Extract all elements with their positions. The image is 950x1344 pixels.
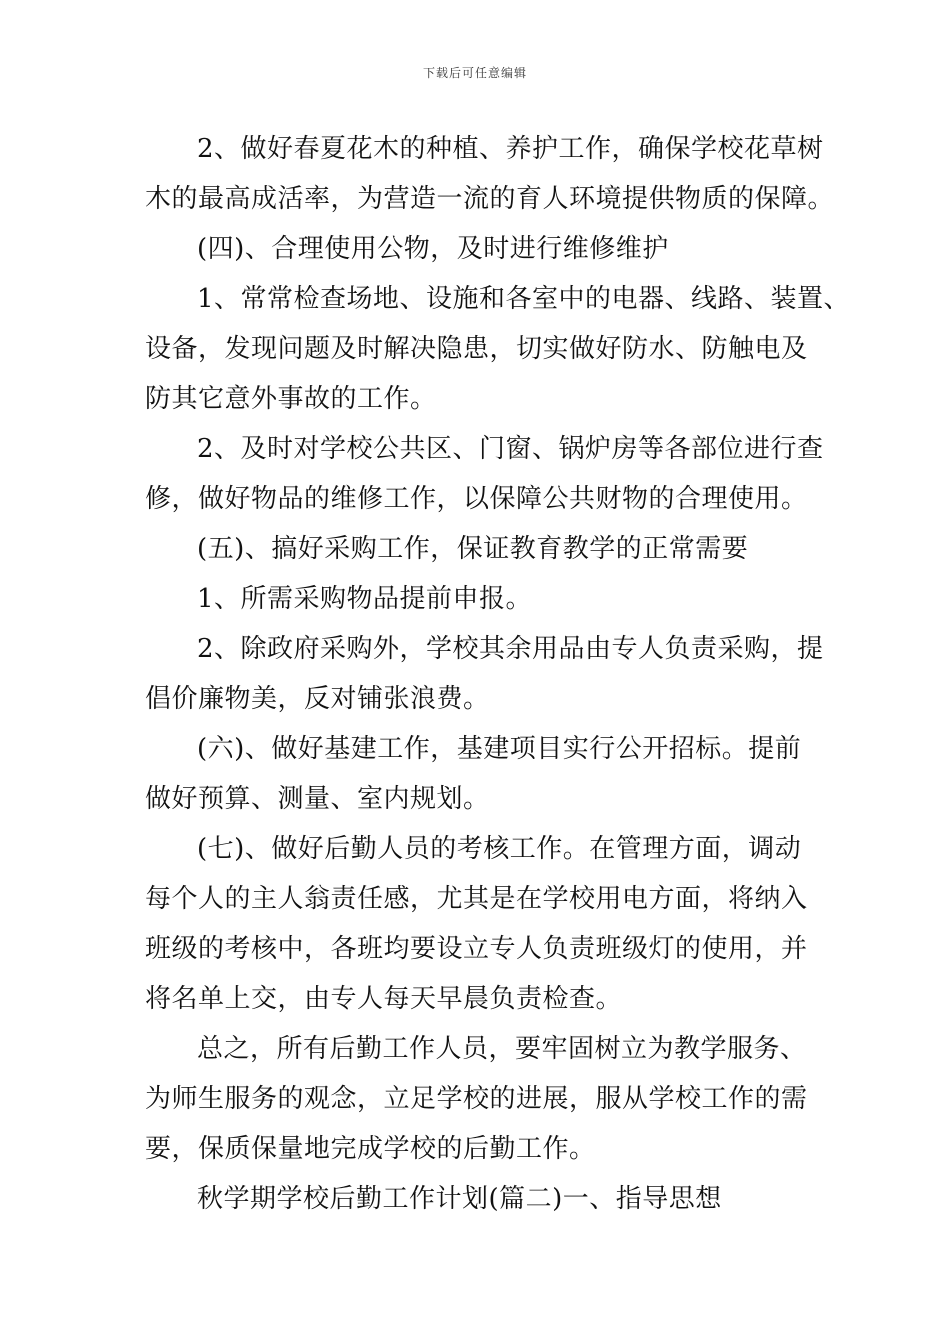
text-line: 总之，所有后勤工作人员，要牢固树立为教学服务、: [197, 1034, 807, 1064]
section-heading: (六)、做好基建工作，基建项目实行公开招标。提前: [197, 734, 802, 764]
document-body: [145, 124, 851, 1224]
text-line: 班级的考核中，各班均要设立专人负责班级灯的使用，并: [145, 934, 808, 964]
text-line: 倡价廉物美，反对铺张浪费。: [145, 684, 490, 714]
section-title: 秋学期学校后勤工作计划(篇二)一、指导思想: [197, 1184, 722, 1214]
text-line: 每个人的主人翁责任感，尤其是在学校用电方面，将纳入: [145, 884, 808, 914]
text-line: 2、除政府采购外，学校其余用品由专人负责采购，提: [197, 634, 824, 664]
text-line: 为师生服务的观念，立足学校的进展，服从学校工作的需: [145, 1084, 808, 1114]
page-header-note: 下载后可任意编辑: [422, 66, 527, 80]
text-line: 2、及时对学校公共区、门窗、锅炉房等各部位进行查: [197, 434, 824, 464]
text-line: 将名单上交，由专人每天早晨负责检查。: [145, 984, 623, 1014]
section-heading: (五)、搞好采购工作，保证教育教学的正常需要: [197, 534, 749, 564]
text-line: 1、所需采购物品提前申报。: [197, 584, 533, 614]
text-line: 修，做好物品的维修工作，以保障公共财物的合理使用。: [145, 484, 808, 514]
text-line: 设备，发现问题及时解决隐患，切实做好防水、防触电及: [145, 334, 808, 364]
text-line: 做好预算、测量、室内规划。: [145, 784, 490, 814]
text-line: 1、常常检查场地、设施和各室中的电器、线路、装置、: [197, 284, 851, 314]
text-line: 木的最高成活率，为营造一流的育人环境提供物质的保障。: [145, 184, 835, 214]
text-line: 2、做好春夏花木的种植、养护工作，确保学校花草树: [197, 134, 824, 164]
section-heading: (七)、做好后勤人员的考核工作。在管理方面，调动: [197, 834, 802, 864]
section-heading: (四)、合理使用公物，及时进行维修维护: [197, 234, 669, 264]
text-line: 要，保质保量地完成学校的后勤工作。: [145, 1134, 596, 1164]
text-line: 防其它意外事故的工作。: [145, 384, 437, 414]
